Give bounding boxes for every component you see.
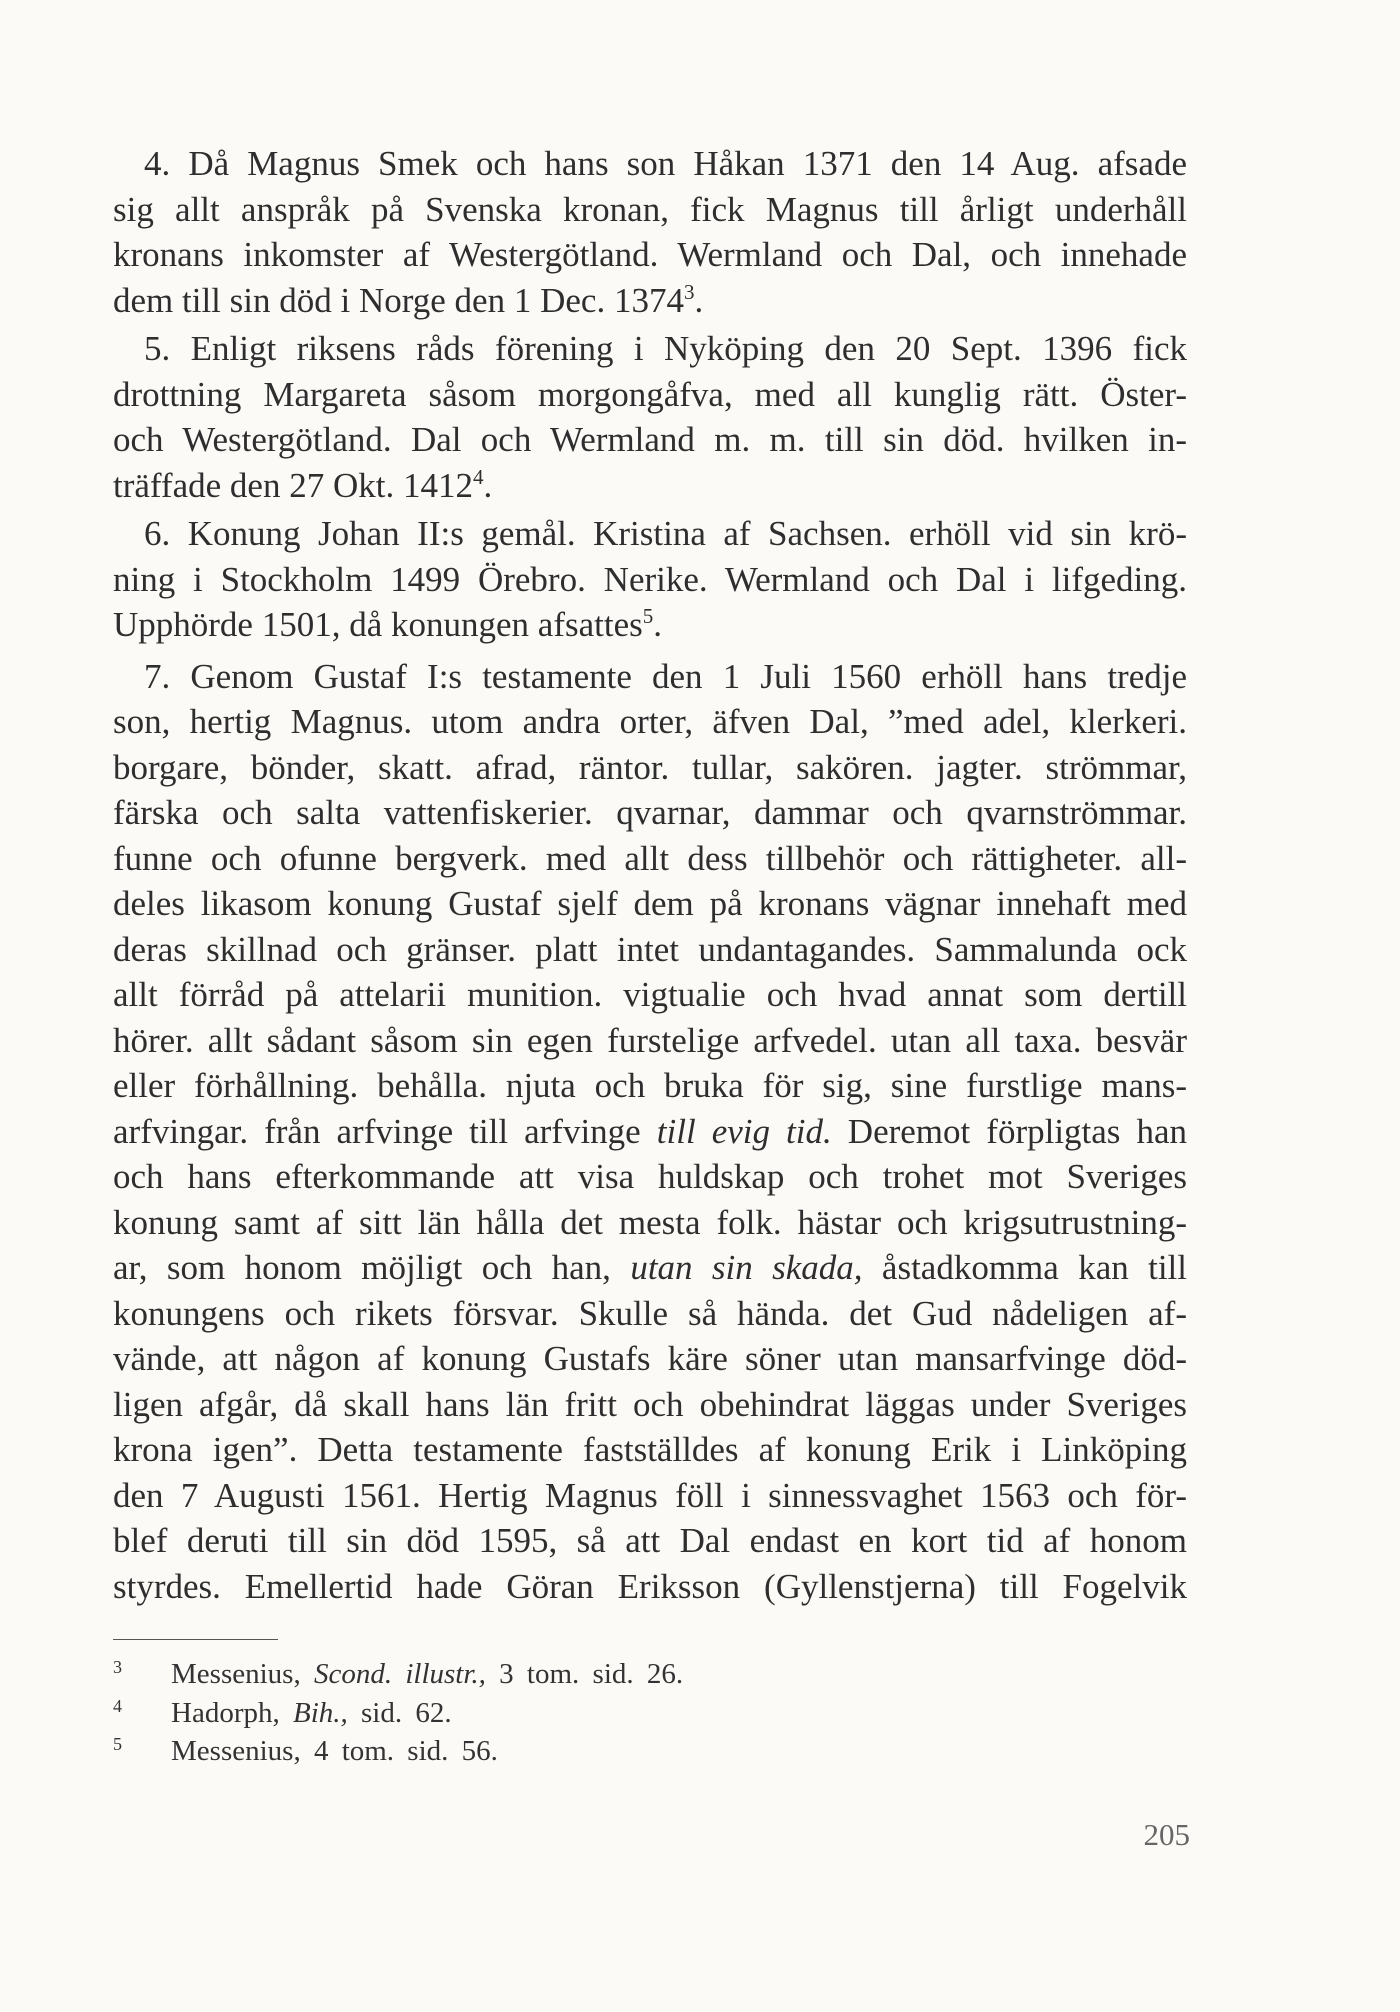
text-line: 6. Konung Johan II:s gemål. Kristina af Sachsen. erhöll vid sin krö- [144, 514, 1187, 553]
text-line: styrdes. Emellertid hade Göran Eriksson (Gyllenstjerna) till Fogelvik [113, 1566, 1187, 1606]
text-line: konungens och rikets försvar. Skulle så hända. det Gud nådeligen af- [113, 1293, 1187, 1333]
text-segment: . [483, 465, 493, 505]
footnote-divider [113, 1639, 278, 1640]
text-line: son, hertig Magnus. utom andra orter, äfven Dal, ”med adel, klerkeri. [113, 702, 1187, 741]
body-text [113, 141, 1187, 1609]
footnote-marker: 3 [113, 1657, 122, 1677]
footnote-reference: 4 [472, 464, 484, 489]
text-line: ning i Stockholm 1499 Örebro. Nerike. Wermland och Dal i lifgeding. [113, 559, 1187, 599]
text-line: den 7 Augusti 1561. Hertig Magnus föll i sinnessvaghet 1563 och för- [113, 1475, 1187, 1515]
text-line [113, 1109, 1187, 1155]
footnote [113, 1694, 1187, 1733]
text-line: vände, att någon af konung Gustafs käre söner utan mansarfvinge död- [113, 1339, 1187, 1378]
text-line: drottning Margareta såsom morgongåfva, med all kunglig rätt. Öster- [113, 374, 1187, 414]
footnote-text: Hadorph, [171, 1696, 293, 1729]
text-segment: Deremot förpligtas han [831, 1111, 1188, 1151]
text-segment: . [653, 605, 662, 644]
footnote-text: Messenius, [171, 1658, 314, 1690]
text-line: borgare, bönder, skatt. afrad, räntor. tullar, sakören. jagter. strömmar, [113, 747, 1187, 787]
text-segment: åstadkomma kan till [862, 1248, 1187, 1287]
text-segment: arfvingar. från arfvinge till arfvinge [113, 1111, 657, 1151]
footnote [113, 1655, 1187, 1694]
footnote-text: Messenius, 4 tom. sid. 56. [171, 1735, 498, 1767]
text-line: deles likasom konung Gustaf sjelf dem på kronans vägnar innehaft med [113, 884, 1187, 923]
footnote-italic-text: Scond. illustr., [313, 1658, 486, 1690]
text-line: kronans inkomster af Westergötland. Wermland och Dal, och innehade [113, 235, 1187, 274]
footnote-text: sid. 62. [347, 1696, 452, 1729]
footnote-italic-text: Bih., [292, 1696, 348, 1729]
paragraph-6 [113, 511, 1187, 648]
footnote-reference: 3 [683, 279, 695, 304]
italic-segment: utan sin skada, [630, 1248, 863, 1287]
text-line: 7. Genom Gustaf I:s testamente den 1 Juli 1560 erhöll hans tredje [144, 656, 1187, 696]
footnote-marker: 5 [113, 1734, 122, 1754]
text-line [113, 602, 1187, 648]
text-line: blef deruti till sin död 1595, så att Dal endast en kort tid af honom [113, 1521, 1187, 1560]
text-line: ligen afgår, då skall hans län fritt och obehindrat läggas under Sveriges [113, 1384, 1187, 1424]
text-line: funne och ofunne bergverk. med allt dess tillbehör och rättigheter. all- [113, 838, 1187, 878]
text-segment: . [694, 280, 704, 320]
text-line: 5. Enligt riksens råds förening i Nyköping den 20 Sept. 1396 fick [144, 329, 1187, 368]
italic-segment: till evig tid. [656, 1111, 832, 1151]
text-line [113, 1245, 1187, 1291]
footnote-marker: 4 [113, 1695, 122, 1716]
text-segment: dem till sin död i Norge den 1 Dec. 1374 [113, 280, 684, 320]
footnote-text: 3 tom. sid. 26. [485, 1658, 684, 1690]
footnotes [113, 1655, 1187, 1771]
text-line: eller förhållning. behålla. njuta och bruka för sig, sine furstlige mans- [113, 1066, 1187, 1105]
footnote-reference: 5 [642, 604, 654, 628]
text-line: och Westergötland. Dal och Wermland m. m. till sin död. hvilken in- [113, 420, 1187, 459]
text-line: konung samt af sitt län hålla det mesta folk. hästar och krigsutrustning- [113, 1202, 1187, 1242]
text-line [113, 463, 1187, 509]
text-line: och hans efterkommande att visa huldskap och trohet mot Sveriges [113, 1157, 1187, 1196]
text-segment: Upphörde 1501, då konungen afsattes [113, 605, 643, 644]
footnote [113, 1732, 1187, 1771]
text-line: deras skillnad och gränser. platt intet undantagandes. Sammalunda ock [113, 929, 1187, 969]
text-segment: träffade den 27 Okt. 1412 [113, 465, 473, 505]
text-line: 4. Då Magnus Smek och hans son Håkan 1371 den 14 Aug. afsade [144, 144, 1187, 183]
text-line: krona igen”. Detta testamente fastställdes af konung Erik i Linköping [113, 1430, 1187, 1469]
text-line: sig allt anspråk på Svenska kronan, fick Magnus till årligt underhåll [113, 189, 1187, 229]
text-segment: ar, som honom möjligt och han, [113, 1248, 631, 1287]
text-line: allt förråd på attelarii munition. vigtualie och hvad annat som dertill [113, 975, 1187, 1014]
paragraph-5 [113, 326, 1187, 508]
paragraph-7 [113, 654, 1187, 1610]
text-line: hörer. allt sådant såsom sin egen furstelige arfvedel. utan all taxa. besvär [113, 1020, 1187, 1060]
text-line [113, 278, 1187, 324]
text-line: färska och salta vattenfiskerier. qvarnar, dammar och qvarnströmmar. [113, 793, 1187, 832]
page-number: 205 [1143, 1817, 1190, 1852]
paragraph-4 [113, 141, 1187, 323]
